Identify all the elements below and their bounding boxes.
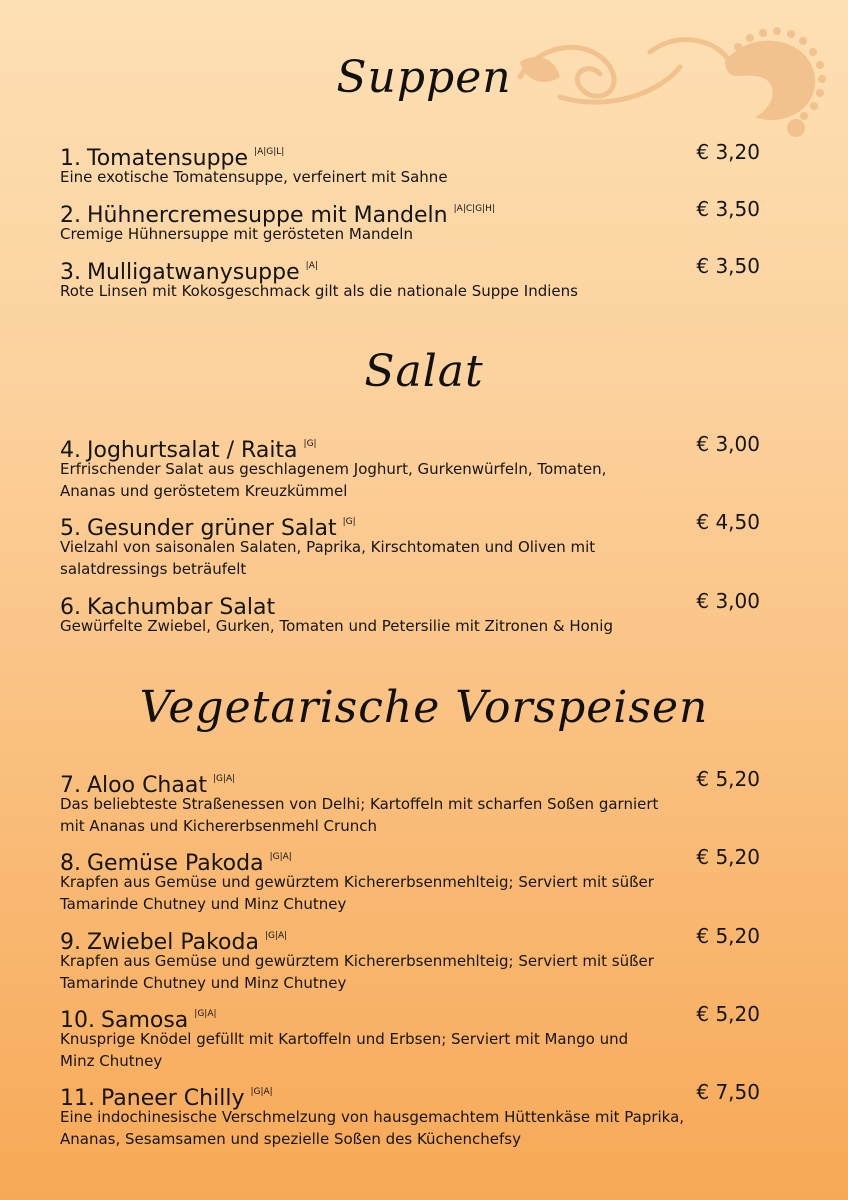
item-title: Tomatensuppe [87, 146, 249, 171]
item-header [60, 430, 760, 463]
item-allergens: |A|C|G|H| [453, 204, 495, 214]
description-line: Vielzahl von saisonalen Salaten, Paprika, Kirschtomaten und Oliven mit [60, 538, 596, 556]
item-title: Gesunder grüner Salat [87, 516, 337, 541]
description-line: Ananas und geröstetem Kreuzkümmel [60, 482, 348, 500]
item-name [60, 203, 495, 228]
item-title: Hühnercremesuppe mit Mandeln [87, 203, 448, 228]
item-title: Samosa [101, 1008, 189, 1033]
menu-item [60, 1078, 760, 1150]
description-line: mit Ananas und Kichererbsenmehl Crunch [60, 817, 377, 835]
item-allergens: |G|A| [194, 1009, 217, 1019]
item-name [60, 773, 235, 798]
item-price: € 7,50 [696, 1080, 760, 1104]
item-number: 9. [60, 930, 81, 955]
item-price: € 5,20 [696, 1002, 760, 1026]
item-description [60, 458, 760, 502]
item-number: 5. [60, 516, 81, 541]
item-name [60, 851, 292, 876]
item-description [60, 871, 760, 915]
menu-item [60, 765, 760, 837]
item-number: 4. [60, 438, 81, 463]
menu-item [60, 195, 760, 245]
item-description [60, 950, 760, 994]
description-line: Krapfen aus Gemüse und gewürztem Kichererbsenmehlteig; Serviert mit süßer [60, 873, 654, 891]
item-title: Zwiebel Pakoda [87, 930, 259, 955]
menu-item [60, 843, 760, 915]
description-line: Rote Linsen mit Kokosgeschmack gilt als die nationale Suppe Indiens [60, 282, 578, 300]
item-allergens: |A| [305, 261, 318, 271]
item-number: 11. [60, 1086, 95, 1111]
item-title: Aloo Chaat [87, 773, 207, 798]
item-title: Gemüse Pakoda [87, 851, 264, 876]
description-line: Krapfen aus Gemüse und gewürztem Kichererbsenmehlteig; Serviert mit süßer [60, 952, 654, 970]
item-allergens: |A|G|L| [254, 147, 285, 157]
item-number: 2. [60, 203, 81, 228]
item-allergens: |G|A| [269, 852, 292, 862]
description-line: Das beliebteste Straßenessen von Delhi; Kartoffeln mit scharfen Soßen garniert [60, 795, 659, 813]
item-name [60, 438, 317, 463]
item-price: € 3,00 [696, 589, 760, 613]
item-name [60, 930, 287, 955]
item-name [60, 1008, 217, 1033]
item-allergens: |G|A| [264, 931, 288, 941]
section-title-salat: Salat [364, 346, 484, 397]
description-line: Eine indochinesische Verschmelzung von hausgemachtem Hüttenkäse mit Paprika, [60, 1108, 685, 1126]
description-line: Tamarinde Chutney und Minz Chutney [60, 974, 347, 992]
item-price: € 3,00 [696, 432, 760, 456]
item-number: 1. [60, 146, 81, 171]
menu-item [60, 1000, 760, 1072]
description-line: Gewürfelte Zwiebel, Gurken, Tomaten und Petersilie mit Zitronen & Honig [60, 617, 613, 635]
item-allergens: |G| [303, 439, 317, 449]
item-name [60, 516, 356, 541]
item-description [60, 1106, 760, 1150]
item-number: 8. [60, 851, 81, 876]
item-title: Kachumbar Salat [87, 595, 276, 620]
description-line: Ananas, Sesamsamen und spezielle Soßen des Küchenchefsy [60, 1130, 521, 1148]
item-price: € 3,20 [696, 140, 760, 164]
item-title: Joghurtsalat / Raita [87, 438, 298, 463]
item-name [60, 146, 284, 171]
item-name [60, 595, 281, 620]
menu-item [60, 430, 760, 502]
menu-item [60, 252, 760, 302]
section-title-suppen: Suppen [336, 52, 512, 103]
item-number: 10. [60, 1008, 95, 1033]
item-allergens: |G| [342, 517, 356, 527]
item-price: € 5,20 [696, 767, 760, 791]
item-price: € 5,20 [696, 924, 760, 948]
item-title: Mulligatwanysuppe [87, 260, 300, 285]
item-price: € 5,20 [696, 845, 760, 869]
item-number: 7. [60, 773, 81, 798]
item-header [60, 195, 760, 228]
description-line: Minz Chutney [60, 1052, 163, 1070]
item-allergens: |G|A| [250, 1087, 273, 1097]
item-price: € 3,50 [696, 254, 760, 278]
item-title: Paneer Chilly [101, 1086, 245, 1111]
description-line: Eine exotische Tomatensuppe, verfeinert mit Sahne [60, 168, 448, 186]
menu-item [60, 922, 760, 994]
item-description [60, 536, 760, 580]
description-line: Cremige Hühnersuppe mit gerösteten Mandeln [60, 225, 413, 243]
item-header [60, 1000, 760, 1033]
menu-item [60, 587, 760, 637]
section-title-vegetarische-vorspeisen: Vegetarische Vorspeisen [139, 682, 709, 733]
item-header [60, 843, 760, 876]
item-header [60, 138, 760, 171]
item-description [60, 793, 760, 837]
item-name [60, 260, 318, 285]
item-number: 6. [60, 595, 81, 620]
description-line: salatdressings beträufelt [60, 560, 247, 578]
description-line: Knusprige Knödel gefüllt mit Kartoffeln und Erbsen; Serviert mit Mango und [60, 1030, 629, 1048]
item-number: 3. [60, 260, 81, 285]
item-header [60, 765, 760, 798]
item-header [60, 922, 760, 955]
item-header [60, 1078, 760, 1111]
menu-item [60, 138, 760, 188]
item-header [60, 587, 760, 620]
item-header [60, 508, 760, 541]
description-line: Tamarinde Chutney und Minz Chutney [60, 895, 347, 913]
item-allergens: |G|A| [212, 774, 236, 784]
item-price: € 3,50 [696, 197, 760, 221]
item-price: € 4,50 [696, 510, 760, 534]
menu-item [60, 508, 760, 580]
description-line: Erfrischender Salat aus geschlagenem Joghurt, Gurkenwürfeln, Tomaten, [60, 460, 607, 478]
item-name [60, 1086, 273, 1111]
item-description [60, 1028, 760, 1072]
item-header [60, 252, 760, 285]
